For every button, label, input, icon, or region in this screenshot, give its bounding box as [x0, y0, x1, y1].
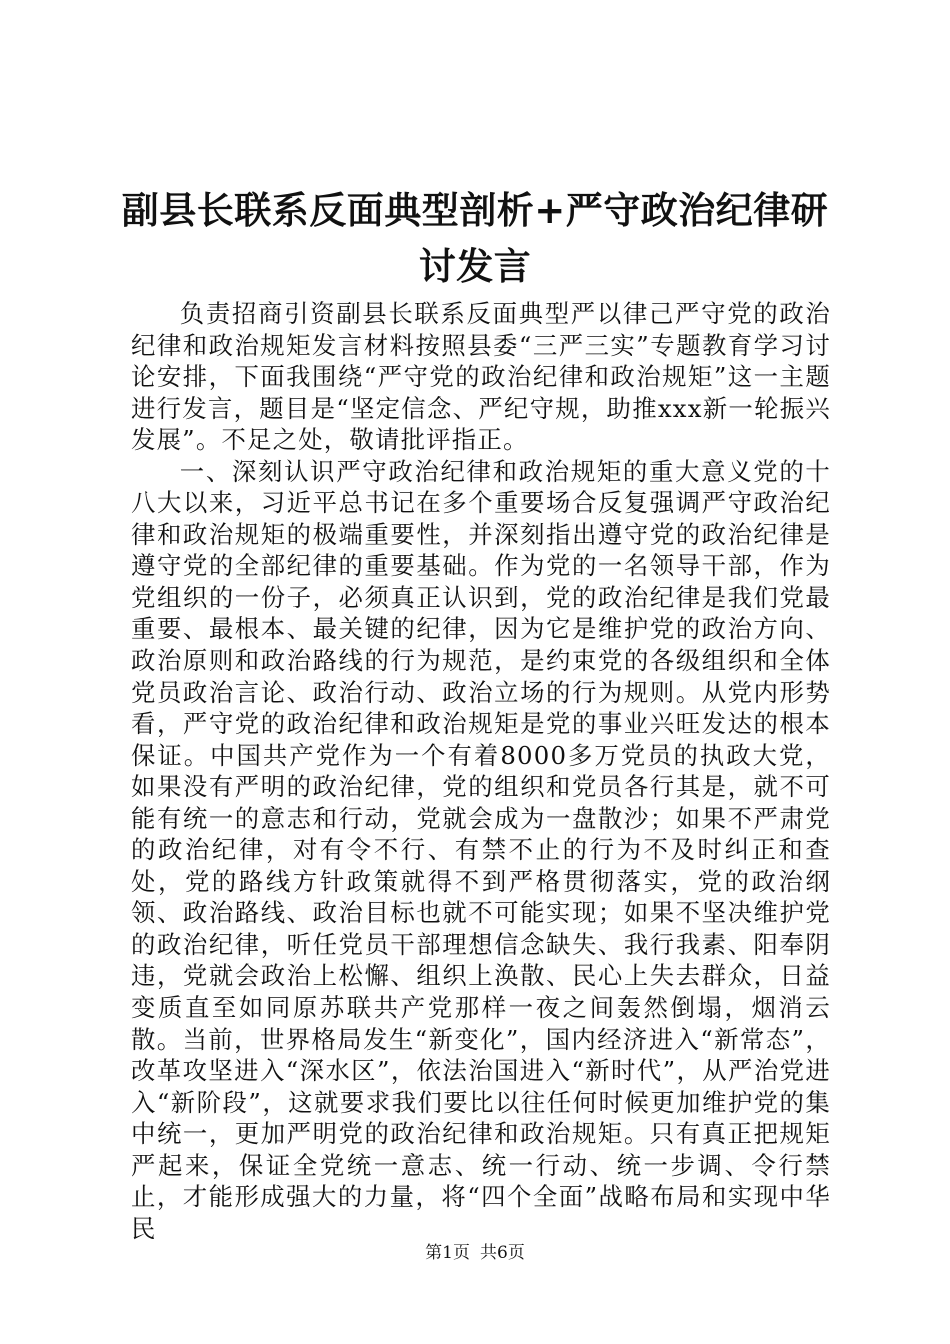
document-body [131, 298, 831, 1244]
page-footer [0, 1241, 950, 1265]
paragraph-intro: 负责招商引资副县长联系反面典型严以律己严守党的政治纪律和政治规矩发言材料按照县委“三严三实”专题教育学习讨论安排，下面我围绕“严守党的政治纪律和政治规矩”这一主题进行发言，题目是“坚定信念、严纪守规，助推xxx新一轮振兴发展”。不足之处，敬请批评指正。 [131, 299, 831, 455]
page-total: 共6页 [480, 1243, 525, 1263]
page-number: 第1页 [425, 1243, 470, 1263]
document-title: 副县长联系反面典型剖析+严守政治纪律研讨发言 [121, 189, 829, 288]
paragraph-section-one: 一、深刻认识严守政治纪律和政治规矩的重大意义党的十八大以来，习近平总书记在多个重要场合反复强调严守政治纪律和政治规矩的极端重要性，并深刻指出遵守党的政治纪律是遵守党的全部纪律的重要基础。作为党的一名领导干部，作为党组织的一份子，必须真正认识到，党的政治纪律是我们党最重要、最根本、最关键的纪律，因为它是维护党的政治方向、政治原则和政治路线的行为规范，是约束党的各级组织和全体党员政治言论、政治行动、政治立场的行为规则。从党内形势看，严守党的政治纪律和政治规矩是党的事业兴旺发达的根本保证。中国共产党作为一个有着8000多万党员的执政大党，如果没有严明的政治纪律，党的组织和党员各行其是，就不可能有统一的意志和行动，党就会成为一盘散沙；如果不严肃党的政治纪律，对有令不行、有禁不止的行为不及时纠正和查处，党的路线方针政策就得不到严格贯彻落实，党的政治纲领、政治路线、政治目标也就不可能实现；如果不坚决维护党的政治纪律，听任党员干部理想信念缺失、我行我素、阳奉阴违，党就会政治上松懈、组织上涣散、民心上失去群众，日益变质直至如同原苏联共产党那样一夜之间轰然倒塌，烟消云散。当前，世界格局发生“新变化”，国内经济进入“新常态”，改革攻坚进入“深水区”，依法治国进入“新时代”，从严治党进入“新阶段”，这就要求我们要比以往任何时候更加维护党的集中统一，更加严明党的政治纪律和政治规矩。只有真正把规矩严起来，保证全党统一意志、统一行动、统一步调、令行禁止，才能形成强大的力量，将“四个全面”战略布局和实现中华民 [131, 456, 831, 1243]
